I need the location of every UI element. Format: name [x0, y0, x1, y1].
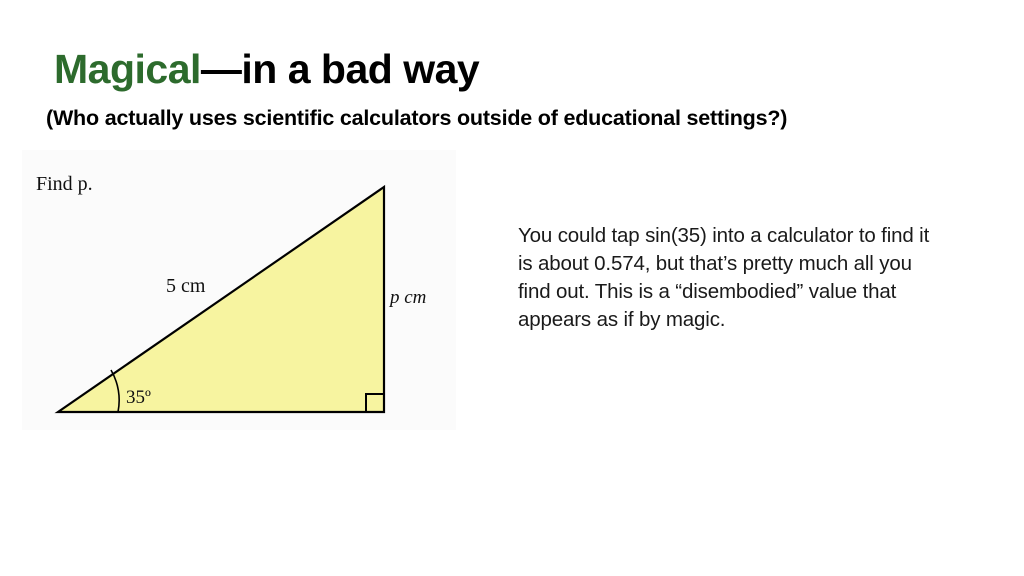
page-subtitle: (Who actually uses scientific calculators outside of educational settings?)	[46, 106, 788, 130]
page-title	[54, 46, 479, 93]
body-text-block	[518, 222, 938, 334]
opposite-side-label: p cm	[390, 287, 427, 308]
triangle-figure	[22, 150, 456, 430]
body-paragraph: You could tap sin(35) into a calculator to find it is about 0.574, but that’s pretty much all you find out. This is a “disembodied” value that appears as if by magic.	[518, 224, 930, 331]
hypotenuse-label: 5 cm	[166, 275, 206, 297]
figure-prompt: Find p.	[36, 173, 93, 195]
triangle-diagram	[22, 150, 456, 430]
angle-label: 35º	[126, 387, 151, 408]
title-rest: —in a bad way	[200, 46, 480, 92]
title-accent-word: Magical	[54, 46, 201, 92]
